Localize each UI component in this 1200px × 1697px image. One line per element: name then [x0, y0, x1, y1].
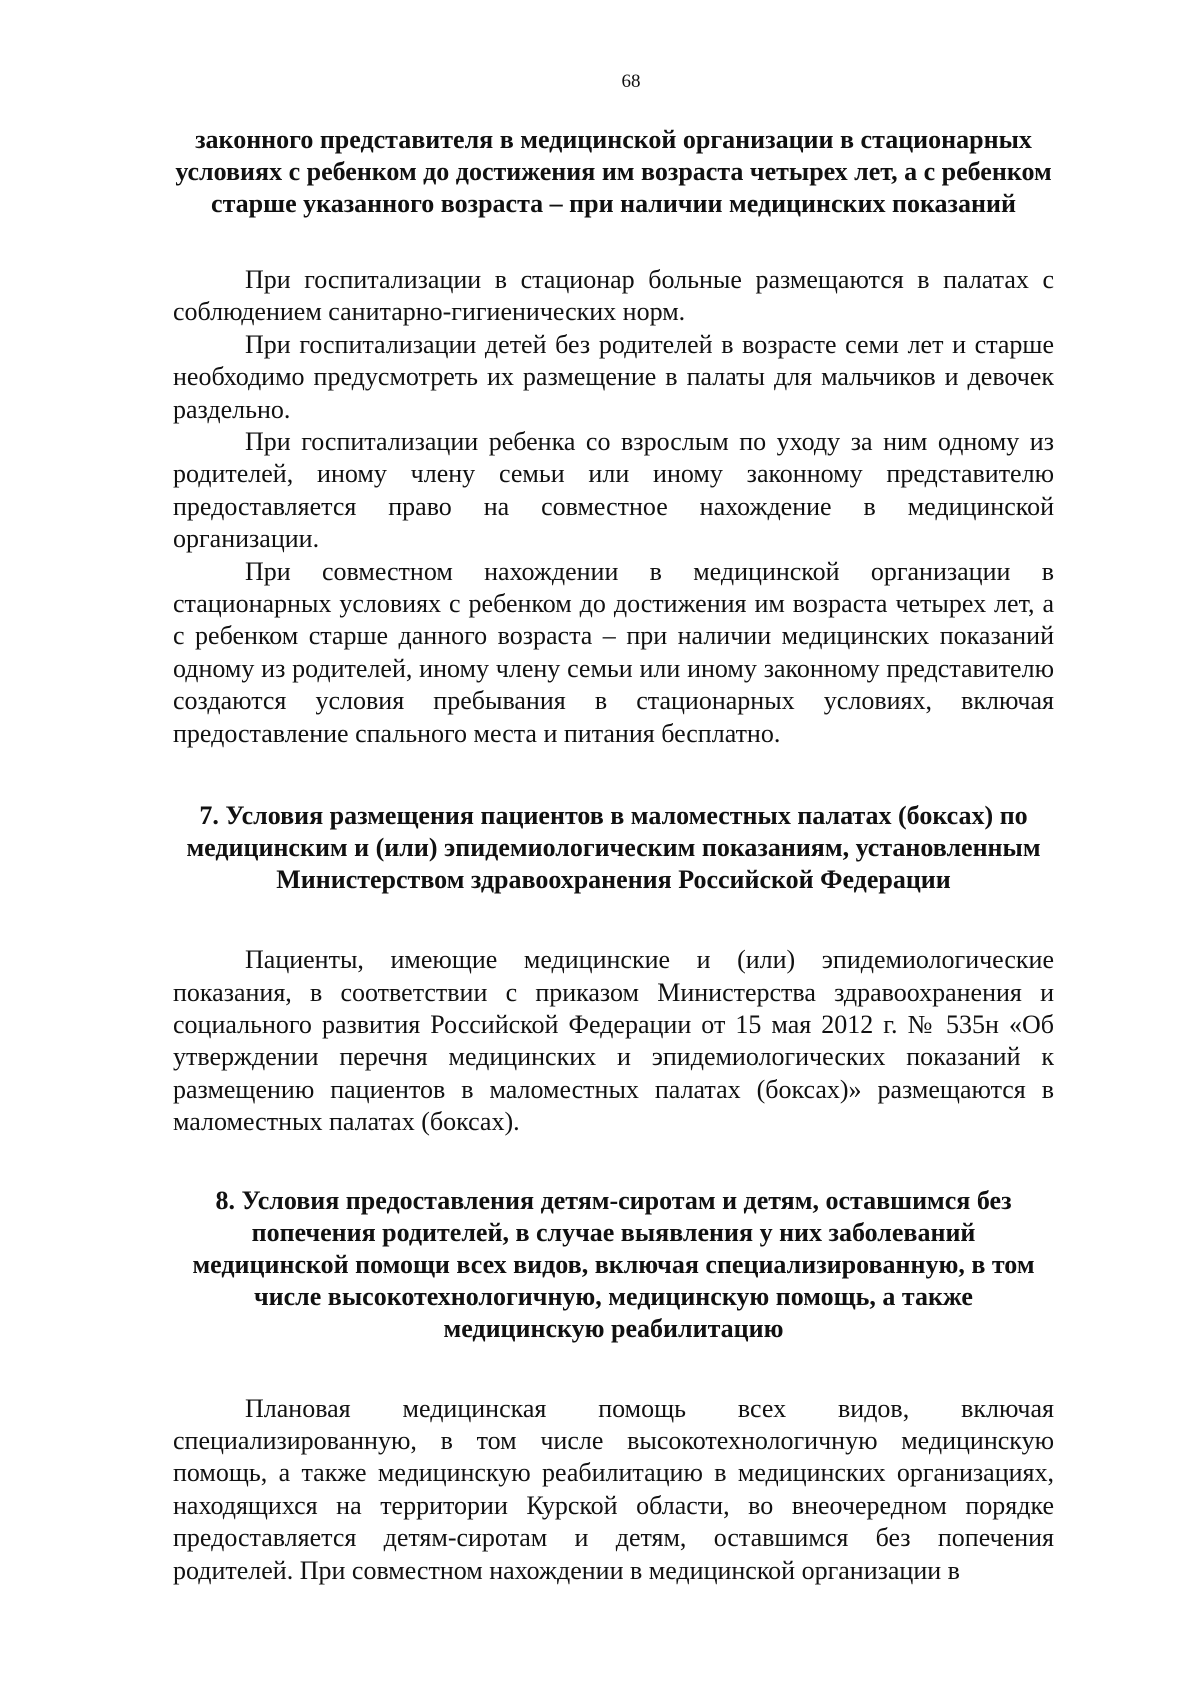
paragraph: Пациенты, имеющие медицинские и (или) эпидемиологические показания, в соответствии с приказом Министерства здравоохранения и социального развития Российской Федерации от 15 мая 2012 г. № 535н «Об утверждении перечня медицинских и эпидемиологических показаний к размещению пациентов в маломестных палатах (боксах)» размещаются в маломестных палатах (боксах).	[173, 945, 1054, 1137]
section-heading: 7. Условия размещения пациентов в маломестных палатах (боксах) по медицинским и (или) эпидемиологическим показаниям, установленным Министерством здравоохранения Российской Федерации	[186, 801, 1041, 895]
section-heading: 8. Условия предоставления детям-сиротам и детям, оставшимся без попечения родителей, в случае выявления у них заболеваний медицинской помощи всех видов, включая специализированную, в том числе высокотехнологичную, медицинскую помощь, а также медицинскую реабилитацию	[192, 1185, 1035, 1343]
section-8	[173, 1185, 1054, 1587]
paragraph: При госпитализации детей без родителей в возрасте семи лет и старше необходимо предусмотреть их размещение в палаты для мальчиков и девочек раздельно.	[173, 329, 1054, 424]
page-number: 68	[621, 71, 641, 92]
paragraph: При госпитализации ребенка со взрослым по уходу за ним одному из родителей, иному члену семьи или иному законному представителю предоставляется право на совместное нахождение в медицинской организации.	[173, 427, 1054, 554]
paragraph: При совместном нахождении в медицинской организации в стационарных условиях с ребенком до достижения им возраста четырех лет, а с ребенком старше данного возраста – при наличии медицинских показаний одному из родителей, иному члену семьи или иному законному представителю создаются условия пребывания в стационарных условиях, включая предоставление спального места и питания бесплатно.	[173, 556, 1054, 748]
continued-heading: законного представителя в медицинской организации в стационарных условиях с ребенком до достижения им возраста четырех лет, а с ребенком старше указанного возраста – при наличии медицинских показаний	[175, 125, 1052, 218]
paragraph: Плановая медицинская помощь всех видов, включая специализированную, в том числе высокотехнологичную медицинскую помощь, а также медицинскую реабилитацию в медицинских организациях, находящихся на территории Курской области, во внеочередном порядке предоставляется детям-сиротам и детям, оставшимся без попечения родителей. При совместном нахождении в медицинской организации в	[173, 1393, 1054, 1585]
intro-section	[173, 264, 1054, 750]
paragraph: При госпитализации в стационар больные размещаются в палатах с соблюдением санитарно-гигиенических норм.	[173, 265, 1054, 327]
section-7	[173, 800, 1054, 1138]
